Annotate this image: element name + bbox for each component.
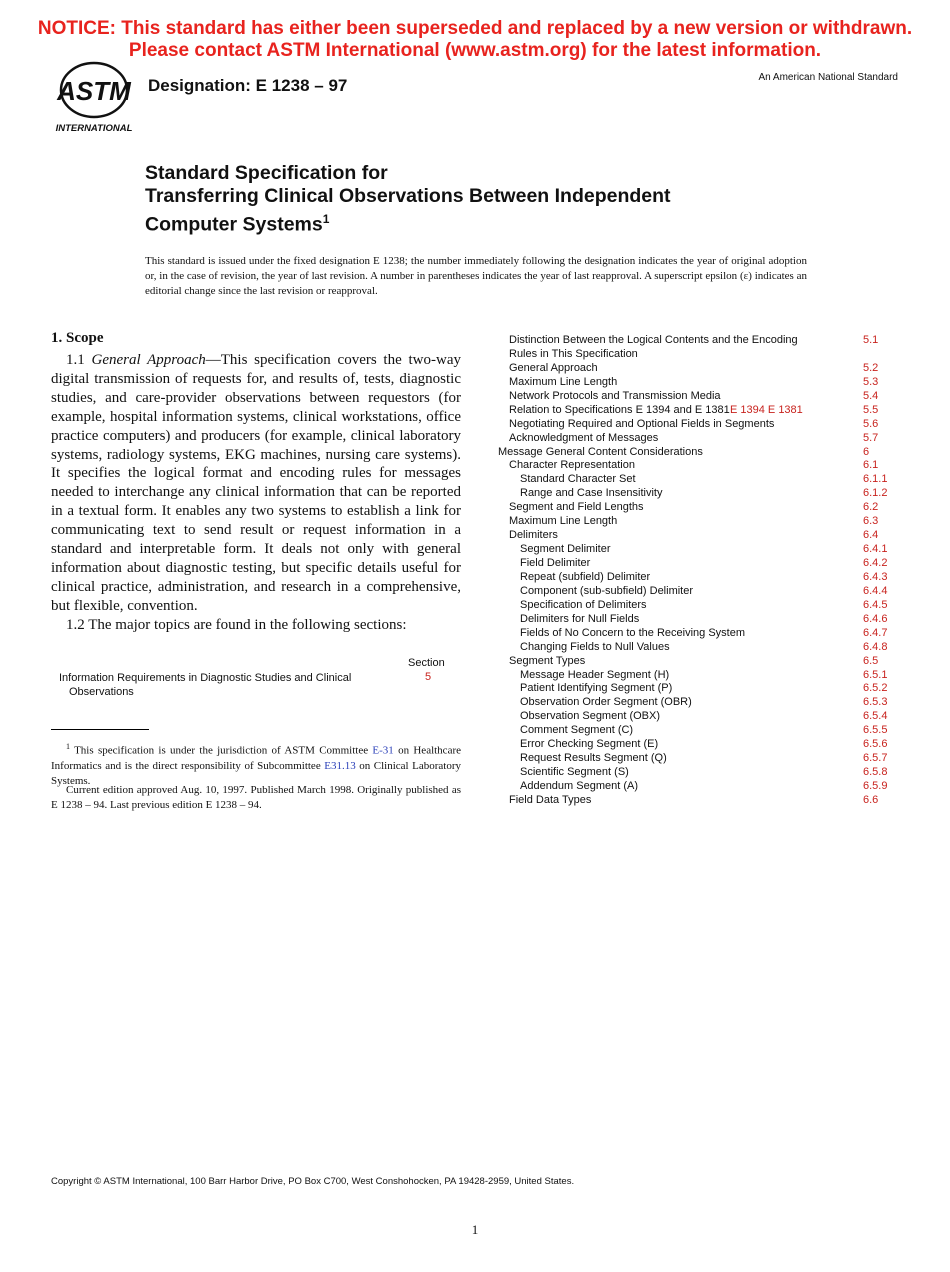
- logo-caption: INTERNATIONAL: [55, 123, 133, 134]
- toc-reference-links[interactable]: E 1394 E 1381: [730, 403, 803, 416]
- document-title: [145, 162, 865, 237]
- footnote-1-text-c: on Clinical Laboratory Systems.: [51, 759, 461, 787]
- toc-section-number[interactable]: 6.5.1: [863, 668, 888, 681]
- toc-row: [498, 348, 898, 362]
- p1-italic-heading: General Approach: [91, 352, 206, 368]
- toc-row: [498, 571, 898, 585]
- toc-label: Observation Segment (OBX): [520, 710, 661, 723]
- footnote-divider: [51, 729, 149, 730]
- toc-row: [498, 543, 898, 557]
- toc-section-number[interactable]: 6.4.8: [863, 640, 888, 653]
- subcommittee-link[interactable]: E31.13: [324, 759, 356, 772]
- toc-label: Patient Identifying Segment (P): [520, 682, 673, 695]
- title-line-2: Transferring Clinical Observations Between Independent: [145, 185, 671, 207]
- national-standard-label: An American National Standard: [758, 72, 898, 83]
- toc-section-number[interactable]: 5.2: [863, 361, 879, 374]
- toc-row: [498, 404, 898, 418]
- toc-row: [498, 446, 898, 460]
- toc-row: [498, 515, 898, 529]
- toc-section-number[interactable]: 6.4.2: [863, 557, 888, 569]
- toc-label: Delimiters: [509, 529, 558, 542]
- toc-label: Repeat (subfield) Delimiter: [520, 570, 651, 583]
- toc-row: [498, 418, 898, 432]
- toc-row: [498, 473, 898, 487]
- title-line-1: Standard Specification for: [145, 162, 388, 184]
- toc-label: Network Protocols and Transmission Media: [509, 389, 721, 402]
- toc-label: Component (sub-subfield) Delimiter: [520, 584, 694, 597]
- toc-row: [498, 459, 898, 473]
- scope-paragraph-1: [51, 351, 461, 616]
- footnote-1-text-b: on Healthcare Informatics and is the direct responsibility of Subcommittee: [51, 744, 461, 772]
- scope-heading: 1. Scope: [51, 330, 104, 346]
- toc-section-number[interactable]: 6.1: [863, 459, 879, 472]
- toc-section-number[interactable]: 6.4.4: [863, 584, 888, 597]
- toc-section-number[interactable]: 6.1.1: [863, 473, 888, 486]
- toc-row: [498, 599, 898, 613]
- toc-section-number[interactable]: 6.5.3: [863, 696, 888, 709]
- toc-label: Specification of Delimiters: [520, 598, 647, 611]
- toc-label: Segment Delimiter: [520, 543, 611, 556]
- toc-section-number[interactable]: 6.1.2: [863, 487, 888, 500]
- toc-section-number[interactable]: 6.5.8: [863, 766, 888, 779]
- toc-section-number[interactable]: 6.6: [863, 793, 879, 806]
- toc-label: Fields of No Concern to the Receiving System: [520, 626, 745, 639]
- toc-label: Delimiters for Null Fields: [520, 612, 640, 625]
- p1-number: 1.1: [66, 352, 92, 368]
- toc-section-number[interactable]: 6.4.3: [863, 570, 888, 583]
- toc-row: [498, 613, 898, 627]
- toc-row: [498, 557, 898, 571]
- toc-section-number[interactable]: 6.2: [863, 501, 879, 514]
- toc-label: Maximum Line Length: [509, 375, 618, 388]
- section-column-header: Section: [408, 657, 445, 669]
- toc-section-number[interactable]: 6.4.7: [863, 626, 888, 639]
- toc-label: Range and Case Insensitivity: [520, 487, 663, 500]
- toc-section-number[interactable]: 6.4.5: [863, 598, 888, 611]
- toc-label: Addendum Segment (A): [520, 780, 639, 792]
- toc-section-number[interactable]: 5.6: [863, 417, 879, 430]
- page-number: 1: [471, 1222, 479, 1237]
- p1-text: —This specification covers the two-way digital transmission of requests for, and results of, tests, diagnostic studies, and care-provider observations between requestors (for example, hospital information systems, clinical workstations, office practice computers) and producers (for example, clinical laboratory systems, radiology systems, EKG machines, nursing care systems). It specifies the logical format and encoding rules for messages needed to interchange any clinical information that can be reported in a textual form. It enables any two systems to establish a link for communicating text to send result or request information in a standard and interpretable form. It deals not only with general information about diagnostic testing, but specific details useful for clinical practice, administration, and research in a comprehensive, but flexible, convention.: [51, 352, 461, 614]
- toc-row: [498, 627, 898, 641]
- toc-label: Changing Fields to Null Values: [520, 640, 670, 653]
- toc-label: Message General Content Considerations: [498, 445, 703, 458]
- toc-row: [498, 334, 898, 348]
- toc-label: Field Data Types: [509, 793, 592, 806]
- toc-row: [498, 780, 898, 794]
- title-line-3: Computer Systems: [145, 213, 323, 236]
- title-footnote-mark: 1: [322, 212, 330, 226]
- toc-label: Observation Order Segment (OBR): [520, 696, 692, 709]
- toc-row: [498, 501, 898, 515]
- toc-row: [498, 432, 898, 446]
- notice-line-1: NOTICE: This standard has either been superseded and replaced by a new version or withdrawn.: [37, 18, 913, 39]
- toc-label: Character Representation: [509, 459, 635, 472]
- logo-wordmark: ASTM: [57, 76, 131, 106]
- toc-section-number[interactable]: 6.4: [863, 529, 879, 542]
- toc-section-number[interactable]: 5.7: [863, 431, 879, 444]
- table-of-contents: [498, 334, 898, 808]
- toc-label: Error Checking Segment (E): [520, 738, 659, 751]
- toc-label: Message Header Segment (H): [520, 668, 670, 681]
- toc-label: Distinction Between the Logical Contents and the Encoding: [509, 334, 798, 346]
- toc-row: [498, 738, 898, 752]
- toc-section-number[interactable]: 6.5: [863, 654, 879, 667]
- toc-section-number[interactable]: 6.5.6: [863, 738, 888, 751]
- toc-row: [498, 710, 898, 724]
- toc-label: Rules in This Specification: [509, 347, 638, 360]
- footnote-1-text-a: This specification is under the jurisdiction of ASTM Committee: [70, 744, 373, 757]
- toc-section-number[interactable]: 5.3: [863, 375, 879, 388]
- toc-label: Negotiating Required and Optional Fields in Segments: [509, 417, 775, 430]
- intro-paragraph: This standard is issued under the fixed designation E 1238; the number immediately following the designation indicates the year of original adoption or, in the case of revision, the year of last revision. A number in parentheses indicates the year of last reapproval. A superscript epsilon (ε) indicates an editorial change since the last revision or reapproval.: [145, 255, 807, 297]
- toc-section-number[interactable]: 6: [863, 445, 870, 458]
- toc-label: Segment Types: [509, 654, 586, 667]
- copyright: Copyright © ASTM International, 100 Barr Harbor Drive, PO Box C700, West Conshohocken, PA 19428-2959, United States.: [51, 1176, 575, 1187]
- toc-row: [498, 390, 898, 404]
- toc-row: [498, 794, 898, 808]
- toc-label: Field Delimiter: [520, 557, 591, 569]
- toc-first-entry-line-1: Information Requirements in Diagnostic Studies and Clinical: [59, 672, 352, 684]
- toc-section-number[interactable]: 6.5.7: [863, 752, 888, 765]
- toc-label: Comment Segment (C): [520, 724, 634, 737]
- toc-row: [498, 669, 898, 683]
- toc-section-number[interactable]: 6.3: [863, 515, 879, 528]
- notice-line-2: Please contact ASTM International (www.astm.org) for the latest information.: [128, 40, 822, 61]
- toc-row: [498, 529, 898, 543]
- toc-first-entry-number[interactable]: 5: [425, 671, 432, 683]
- toc-row: [498, 752, 898, 766]
- toc-row: [498, 487, 898, 501]
- footnote-2: [51, 783, 461, 813]
- scope-section: [51, 330, 461, 635]
- scope-paragraph-2: 1.2 The major topics are found in the following sections:: [66, 616, 407, 633]
- toc-row: [498, 641, 898, 655]
- designation: Designation: E 1238 – 97: [148, 76, 348, 95]
- toc-row: [498, 766, 898, 780]
- toc-label: General Approach: [509, 361, 598, 374]
- toc-section-number[interactable]: 6.4.1: [863, 543, 888, 556]
- toc-row: [498, 585, 898, 599]
- toc-section-number[interactable]: 6.4.6: [863, 612, 888, 625]
- toc-row: [498, 682, 898, 696]
- toc-label: Relation to Specifications E 1394 and E 1381: [509, 403, 730, 416]
- toc-section-number[interactable]: 6.5.9: [863, 780, 888, 792]
- toc-label: Request Results Segment (Q): [520, 752, 667, 765]
- toc-label: Maximum Line Length: [509, 515, 618, 528]
- toc-section-number[interactable]: 6.5.4: [863, 710, 888, 723]
- footnote-1-mark: 1: [66, 742, 70, 751]
- toc-first-entry: [59, 671, 379, 699]
- toc-section-number[interactable]: 6.5.2: [863, 682, 888, 695]
- toc-label: Scientific Segment (S): [520, 766, 629, 779]
- toc-label: Segment and Field Lengths: [509, 501, 644, 514]
- astm-logo: [52, 60, 136, 136]
- toc-row: [498, 724, 898, 738]
- toc-first-entry-line-2: Observations: [69, 686, 134, 698]
- toc-section-number[interactable]: 5.1: [863, 334, 879, 346]
- footnote-2-text: Current edition approved Aug. 10, 1997. Published March 1998. Originally published as E 1238 – 94. Last previous edition E 1238 – 94.: [51, 784, 461, 811]
- toc-section-number[interactable]: 6.5.5: [863, 724, 888, 737]
- toc-row: [498, 696, 898, 710]
- toc-label: Acknowledgment of Messages: [509, 431, 659, 444]
- committee-link[interactable]: E-31: [372, 744, 394, 757]
- toc-section-number[interactable]: 5.5: [863, 403, 879, 416]
- toc-row: [498, 362, 898, 376]
- toc-row: [498, 376, 898, 390]
- footnote-1: [51, 739, 461, 789]
- toc-label: Standard Character Set: [520, 473, 636, 486]
- toc-section-number[interactable]: 5.4: [863, 389, 879, 402]
- toc-row: [498, 655, 898, 669]
